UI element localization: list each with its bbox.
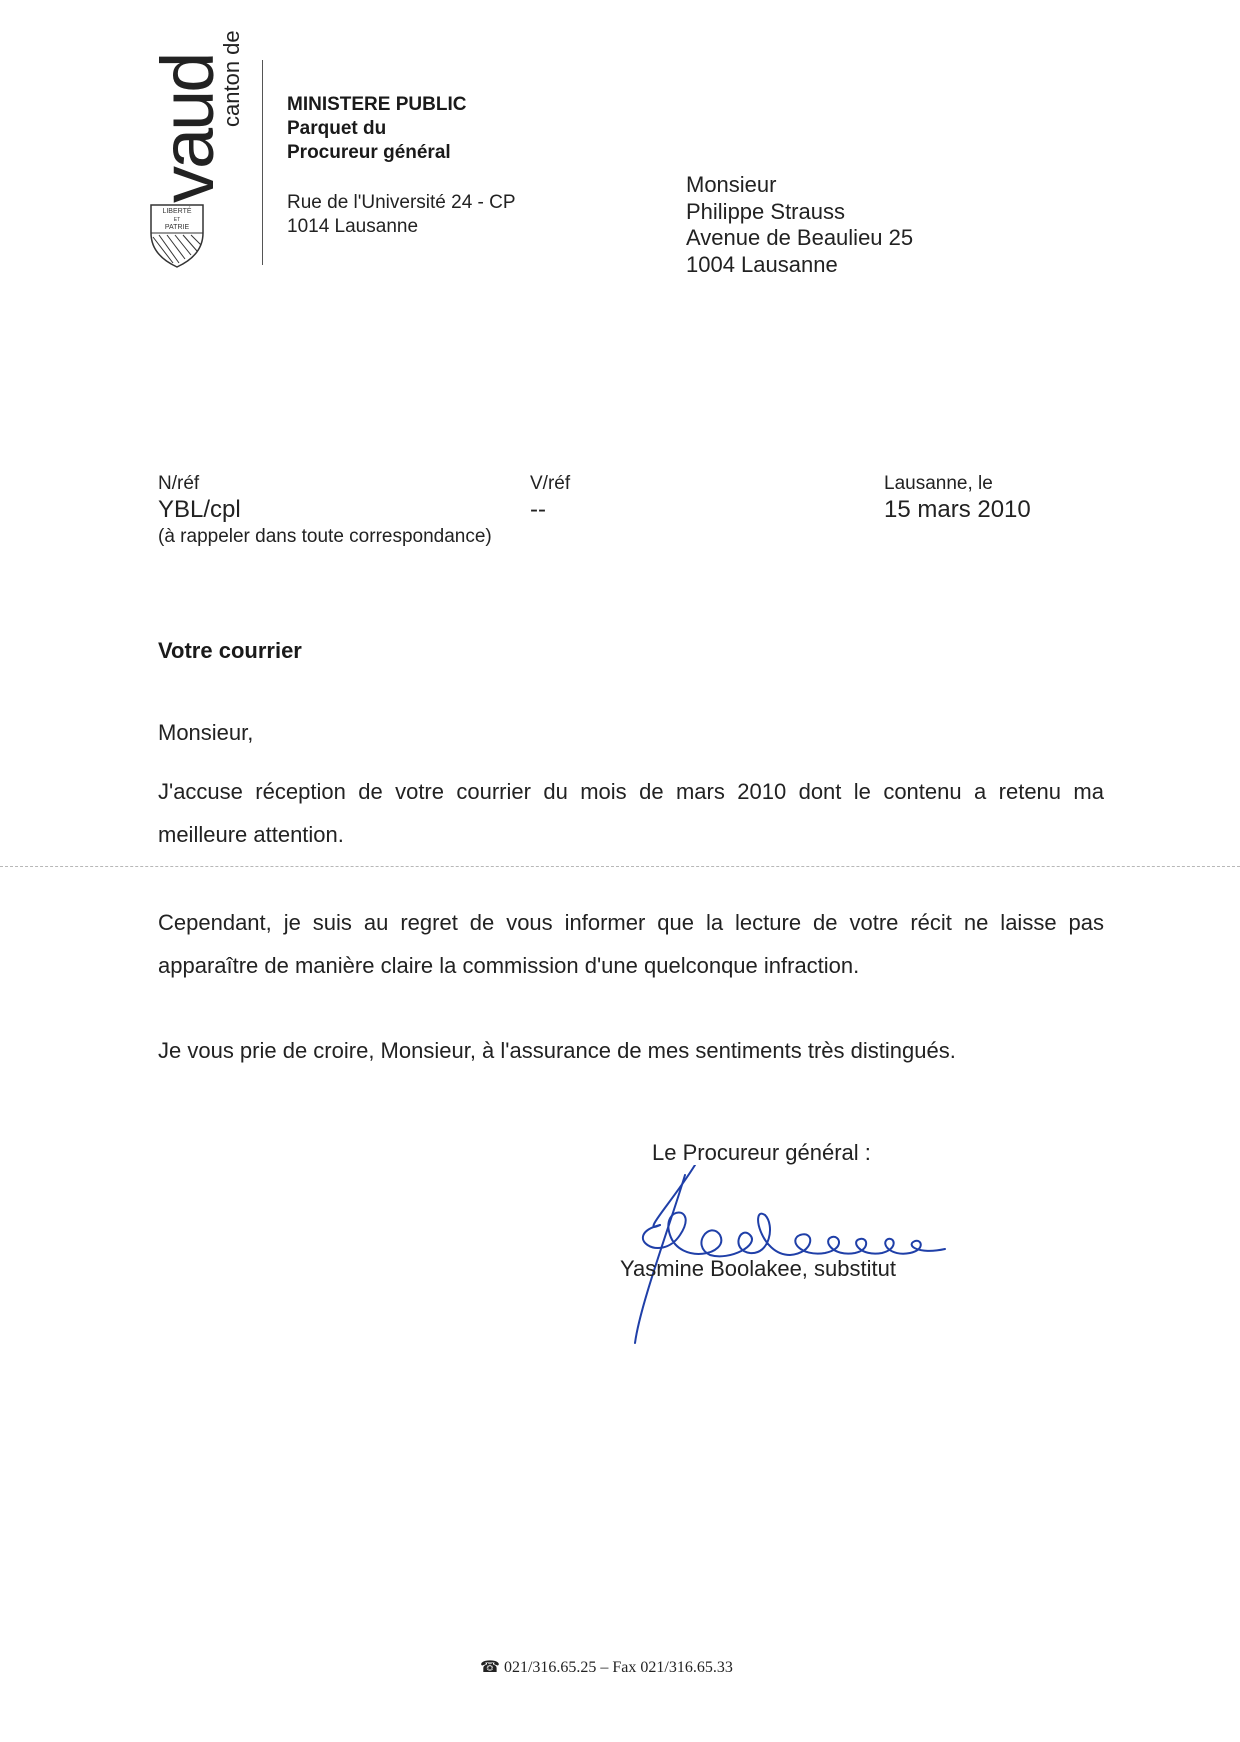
sender-procureur: Procureur général: [287, 142, 451, 163]
place-label: Lausanne, le: [884, 473, 993, 494]
fold-line: [0, 866, 1240, 867]
footer-phone-fax: 021/316.65.25 – Fax 021/316.65.33: [503, 1659, 733, 1676]
motto-patrie: PATRIE: [164, 224, 190, 231]
signature-title: Le Procureur général :: [652, 1140, 871, 1165]
sender-ministry: MINISTERE PUBLIC: [287, 94, 467, 115]
sender-parquet: Parquet du: [287, 118, 387, 139]
recipient-name: Philippe Strauss: [686, 199, 845, 224]
your-ref-value: --: [530, 496, 546, 523]
canton-vaud-logo: [145, 30, 244, 270]
signatory-name: Yasmine Boolakee, substitut: [620, 1256, 896, 1281]
motto-et: ET: [173, 217, 181, 223]
sender-street: Rue de l'Université 24 - CP: [287, 192, 516, 213]
footer-contact: [480, 1657, 733, 1677]
logo-wordmark: [145, 0, 244, 203]
logo-vaud: vaud: [146, 54, 229, 203]
letter-greeting: Monsieur,: [158, 720, 254, 745]
logo-canton-de: canton de: [219, 30, 244, 127]
letter-date: 15 mars 2010: [884, 496, 1031, 523]
your-ref-label: V/réf: [530, 473, 571, 494]
letter-paragraph-1: J'accuse réception de votre courrier du mois de mars 2010 dont le contenu a retenu ma meilleure attention.: [158, 779, 1104, 847]
letter-paragraph-2: Cependant, je suis au regret de vous informer que la lecture de votre récit ne laisse pas apparaître de manière claire la commission d'une quelconque infraction.: [158, 910, 1104, 978]
shield-icon: [149, 203, 205, 269]
phone-icon: ☎: [480, 1659, 500, 1676]
recipient-street: Avenue de Beaulieu 25: [686, 225, 914, 250]
letter-closing: Je vous prie de croire, Monsieur, à l'assurance de mes sentiments très distingués.: [158, 1038, 956, 1063]
our-ref-value: YBL/cpl: [158, 496, 241, 523]
recipient-salutation: Monsieur: [686, 172, 777, 197]
recipient-city: 1004 Lausanne: [686, 252, 838, 277]
sender-city: 1014 Lausanne: [287, 216, 419, 237]
our-ref-note: (à rappeler dans toute correspondance): [158, 526, 492, 547]
motto-liberte: LIBERTÉ: [162, 208, 192, 215]
header-divider: [262, 60, 263, 265]
our-ref-label: N/réf: [158, 473, 200, 494]
letter-subject: Votre courrier: [158, 638, 302, 663]
